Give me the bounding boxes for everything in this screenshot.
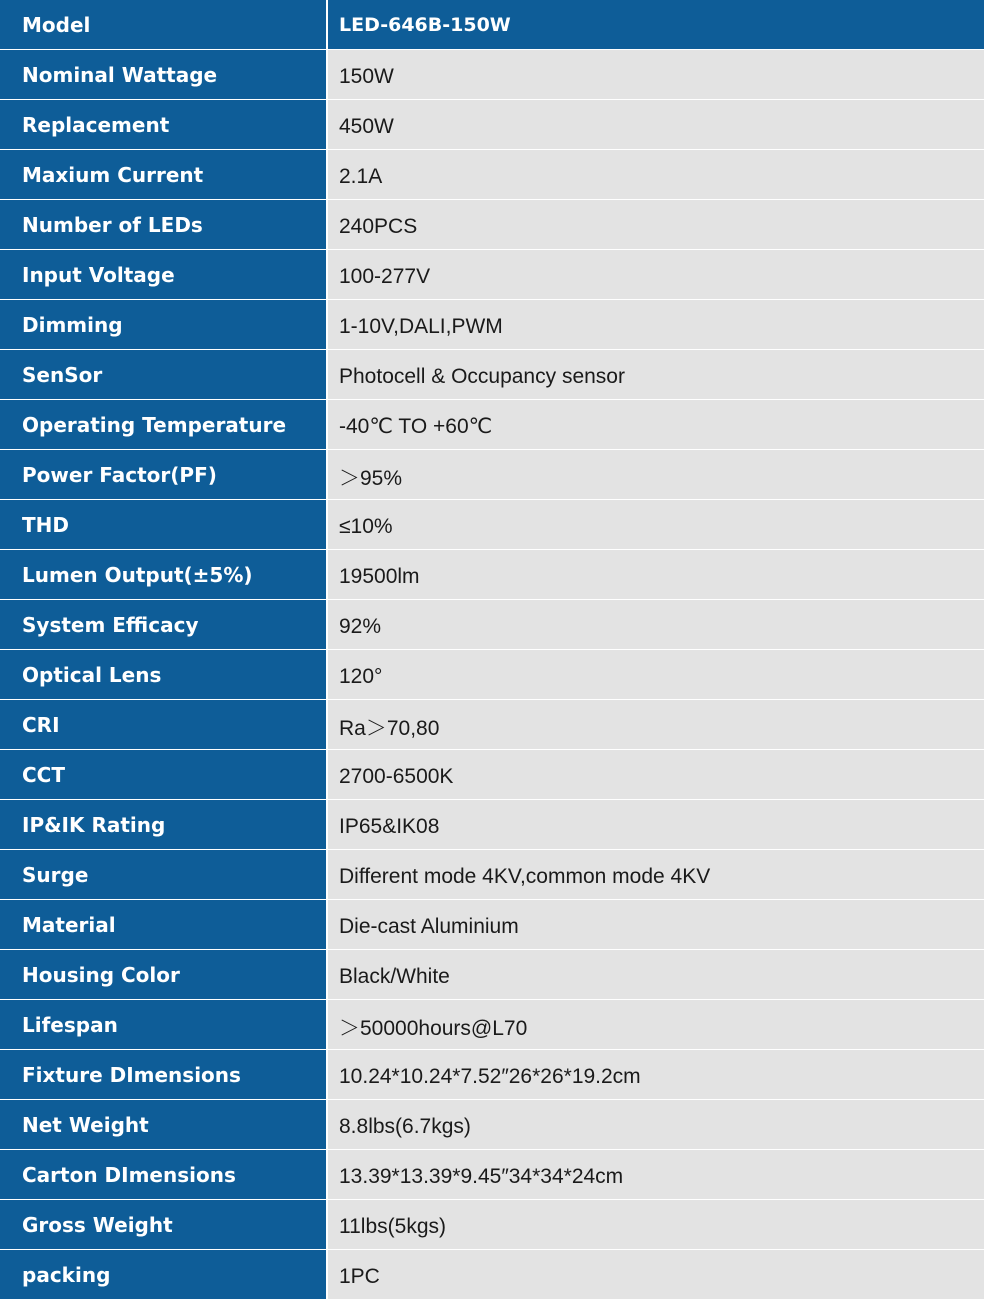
model-label: Model	[0, 0, 326, 49]
spec-label: Input Voltage	[0, 250, 326, 299]
spec-value: 19500lm	[328, 550, 984, 599]
spec-label: Replacement	[0, 100, 326, 149]
spec-value: 92%	[328, 600, 984, 649]
spec-value: ≤10%	[328, 500, 984, 549]
spec-label: THD	[0, 500, 326, 549]
spec-label: Fixture DImensions	[0, 1050, 326, 1099]
spec-label: packing	[0, 1250, 326, 1299]
table-row	[0, 99, 984, 149]
table-row	[0, 849, 984, 899]
spec-label: Net Weight	[0, 1100, 326, 1149]
spec-label: Surge	[0, 850, 326, 899]
model-value: LED-646B-150W	[328, 0, 984, 49]
spec-label: CCT	[0, 750, 326, 799]
spec-label: SenSor	[0, 350, 326, 399]
table-row	[0, 499, 984, 549]
spec-label: Optical Lens	[0, 650, 326, 699]
table-row	[0, 549, 984, 599]
spec-value: 1-10V,DALI,PWM	[328, 300, 984, 349]
table-row	[0, 1249, 984, 1299]
spec-label: Dimming	[0, 300, 326, 349]
table-row	[0, 399, 984, 449]
spec-label: Number of LEDs	[0, 200, 326, 249]
table-row	[0, 49, 984, 99]
table-row	[0, 1149, 984, 1199]
table-row	[0, 1199, 984, 1249]
spec-value: 13.39*13.39*9.45″34*34*24cm	[328, 1150, 984, 1199]
spec-label: Maxium Current	[0, 150, 326, 199]
spec-value: Black/White	[328, 950, 984, 999]
spec-value: 450W	[328, 100, 984, 149]
spec-label: Operating Temperature	[0, 400, 326, 449]
spec-value: 11lbs(5kgs)	[328, 1200, 984, 1249]
spec-value: 1PC	[328, 1250, 984, 1299]
table-row	[0, 699, 984, 749]
spec-label: Housing Color	[0, 950, 326, 999]
spec-label: Power Factor(PF)	[0, 450, 326, 499]
spec-value: 240PCS	[328, 200, 984, 249]
table-row	[0, 599, 984, 649]
table-row	[0, 349, 984, 399]
table-row	[0, 799, 984, 849]
spec-label: Carton DImensions	[0, 1150, 326, 1199]
spec-value: Photocell & Occupancy sensor	[328, 350, 984, 399]
spec-value: 100-277V	[328, 250, 984, 299]
table-row	[0, 199, 984, 249]
table-row	[0, 749, 984, 799]
spec-label: Lifespan	[0, 1000, 326, 1049]
table-row	[0, 999, 984, 1049]
spec-label: Material	[0, 900, 326, 949]
table-row	[0, 249, 984, 299]
spec-value: Different mode 4KV,common mode 4KV	[328, 850, 984, 899]
spec-value: ＞50000hours@L70	[328, 1000, 984, 1049]
table-row	[0, 1049, 984, 1099]
spec-value: 2700-6500K	[328, 750, 984, 799]
spec-value: IP65&IK08	[328, 800, 984, 849]
table-row	[0, 299, 984, 349]
spec-value: 150W	[328, 50, 984, 99]
spec-value: Die-cast Aluminium	[328, 900, 984, 949]
spec-label: Nominal Wattage	[0, 50, 326, 99]
spec-label: Gross Weight	[0, 1200, 326, 1249]
spec-label: IP&IK Rating	[0, 800, 326, 849]
spec-label: Lumen Output(±5%)	[0, 550, 326, 599]
spec-label: System Efficacy	[0, 600, 326, 649]
table-header-row	[0, 0, 984, 49]
spec-label: CRI	[0, 700, 326, 749]
spec-value: 2.1A	[328, 150, 984, 199]
spec-value: Ra＞70,80	[328, 700, 984, 749]
table-row	[0, 949, 984, 999]
table-row	[0, 649, 984, 699]
table-row	[0, 449, 984, 499]
spec-value: 8.8lbs(6.7kgs)	[328, 1100, 984, 1149]
table-row	[0, 899, 984, 949]
spec-value: 10.24*10.24*7.52″26*26*19.2cm	[328, 1050, 984, 1099]
table-row	[0, 149, 984, 199]
table-row	[0, 1099, 984, 1149]
spec-value: 120°	[328, 650, 984, 699]
spec-value: ＞95%	[328, 450, 984, 499]
spec-value: -40℃ TO +60℃	[328, 400, 984, 449]
